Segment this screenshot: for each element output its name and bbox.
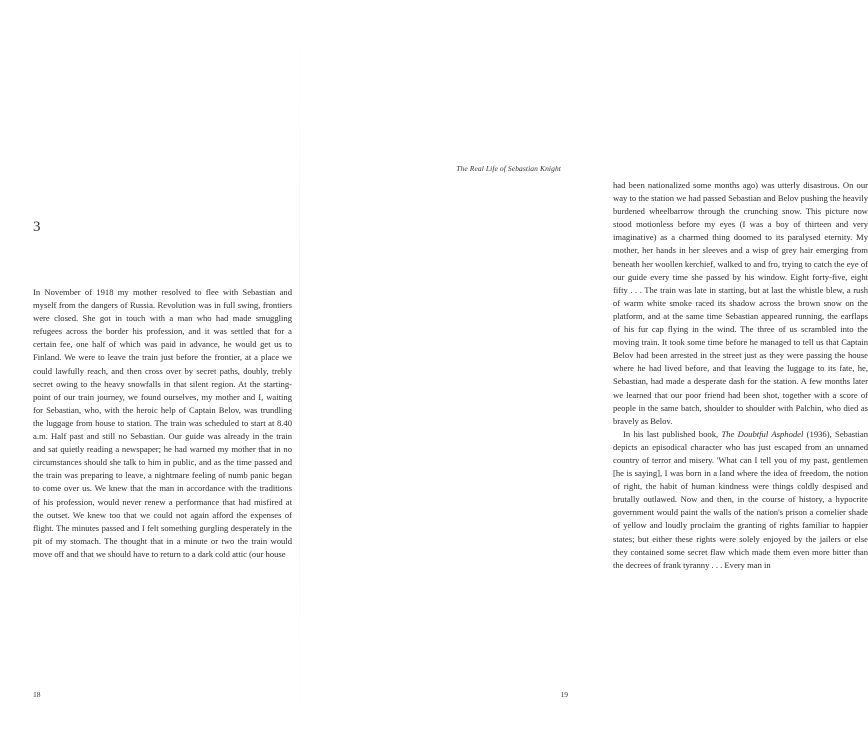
running-head: The Real Life of Sebastian Knight [456,164,561,173]
left-page-text [33,286,292,561]
page-number-right: 19 [560,690,568,699]
right-page-text [613,179,868,572]
paragraph-rest: (1936), Sebastian depicts an episodical character who has just escaped from an unnamed country of terror and misery. 'What can I tell you of my past, gentlemen [he is saying], I was born in a land where the idea of freedom, the notion of right, the habit of human kindness were things coldly despised and brutally outlawed. Now and then, in the course of history, a hypocrite government would paint the walls of the nation's prison a comelier shade of yellow and loudly proclaim the granting of rights familiar to happier states; but either these rights were solely enjoyed by the jailers or else they contained some secret flaw which made them even more bitter than the decrees of frank tyranny . . . Every man in [613,428,868,570]
paragraph-start: In his last published book, [623,428,722,439]
paragraph [613,428,868,572]
page-number-left: 18 [33,690,41,699]
chapter-number: 3 [33,219,41,235]
paragraph: In November of 1918 my mother resolved to flee with Sebastian and myself from the dangers of Russia. Revolution was in full swing, frontiers were closed. She got in touch with a man who had made smuggling refugees across the border his profession, and it was settled that for a certain fee, one half of which was paid in advance, he would get us to Finland. We were to leave the train just before the frontier, at a place we could lawfully reach, and then cross over by secret paths, doubly, trebly secret owing to the heavy snowfalls in that silent region. At the starting-point of our train journey, we found ourselves, my mother and I, waiting for Sebastian, who, with the heroic help of Captain Belov, was trundling the luggage from house to station. The train was scheduled to start at 8.40 a.m. Half past and still no Sebastian. Our guide was already in the train and sat quietly reading a newspaper; he had warned my mother that in no circumstances should she talk to him in public, and as the time passed and the train was preparing to leave, a nightmare feeling of numb panic began to come over us. We knew that the man in accordance with the traditions of his profession, would never renew a performance that had misfired at the outset. We knew too that we could not again afford the expenses of flight. The minutes passed and I felt something gurgling desperately in the pit of my stomach. The thought that in a minute or two the train would move off and that we should have to return to a dark cold attic (our house [33,287,292,559]
paragraph: had been nationalized some months ago) was utterly disastrous. On our way to the station we had passed Sebastian and Belov pushing the heavily burdened wheelbarrow through the crunching snow. This picture now stood motionless before my eyes (I was a boy of thirteen and very imaginative) as a charmed thing doomed to its paralysed eternity. My mother, her hands in her sleeves and a wisp of grey hair emerging from beneath her woollen kerchief, walked to and fro, trying to catch the eye of our guide every time she passed by his window. Eight forty-five, eight fifty . . . The train was late in starting, but at last the whistle blew, a rush of warm white smoke raced its shadow across the brown snow on the platform, and at the same time Sebastian appeared running, the earflaps of his fur cap flying in the wind. The three of us scrambled into the moving train. It took some time before he managed to tell us that Captain Belov had been arrested in the street just as they were passing the house where he had lived before, and that leaving the luggage to its fate, he, Sebastian, had made a desperate dash for the station. A few months later we learned that our poor friend had been shot, together with a score of people in the same batch, shoulder to shoulder with Palchin, who died as bravely as Belov. [613,180,868,426]
right-page [300,0,868,750]
book-title: The Doubtful Asphodel [721,428,804,439]
left-page [0,0,300,750]
